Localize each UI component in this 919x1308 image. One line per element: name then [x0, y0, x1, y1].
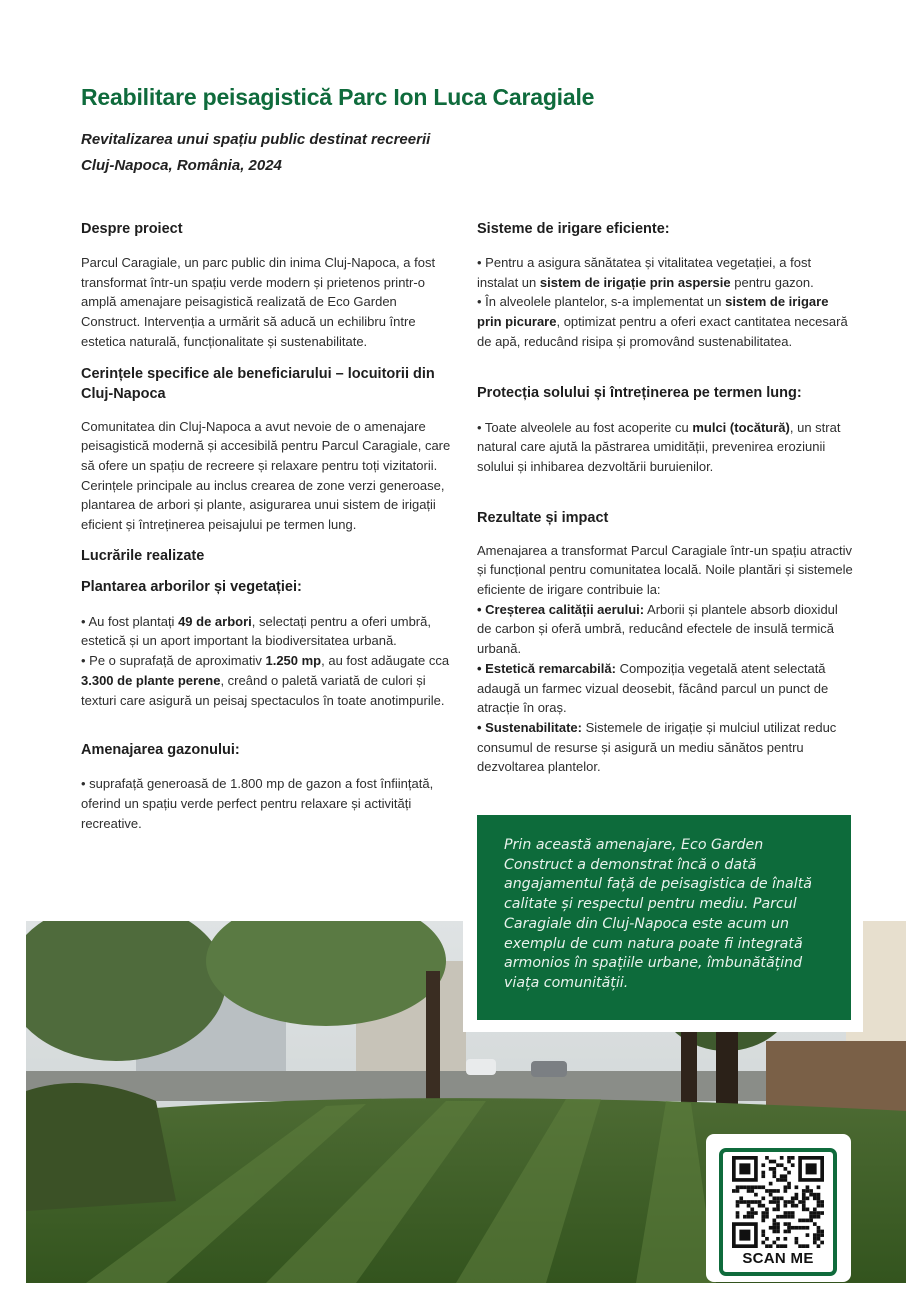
- qr-module: [820, 1200, 824, 1204]
- planting-bullet-2: • Pe o suprafață de aproximativ 1.250 mp, au fost adăugate cca 3.300 de plante perene, creând o paletă variată de culori și texturi care asigură un peisaj spectaculos în toate anotimpurile.: [81, 653, 450, 708]
- irrigation-bullet-2: • În alveolele plantelor, s-a implementat un sistem de irigare prin picurare, optimizat pentru a oferi exact cantitatea necesară de apă, reducând risipa și promovând sustenabilitatea.: [477, 294, 848, 349]
- qr-module: [817, 1230, 821, 1234]
- qr-module: [765, 1208, 769, 1212]
- qr-module: [813, 1193, 817, 1197]
- qr-module: [802, 1204, 806, 1208]
- qr-module: [809, 1193, 813, 1197]
- qr-module: [754, 1193, 758, 1197]
- qr-module: [787, 1222, 791, 1226]
- qr-module: [772, 1196, 776, 1200]
- qr-module: [747, 1211, 751, 1215]
- qr-module: [817, 1226, 821, 1230]
- about-text: Parcul Caragiale, un parc public din inima Cluj-Napoca, a fost transformat într-un spațiu verde modern și prietenos printr-o amplă amenajare peisagistică realizată de Eco Garden Construct. Intervenția a urmărit să aducă un echilibru între estetica naturală, funcționalitate și sustenabilitate.: [81, 255, 436, 349]
- qr-module: [736, 1189, 740, 1193]
- qr-module: [791, 1211, 795, 1215]
- qr-module: [761, 1185, 765, 1189]
- qr-module: [817, 1233, 821, 1237]
- qr-module: [776, 1237, 780, 1241]
- qr-module: [761, 1204, 765, 1208]
- qr-module: [736, 1200, 740, 1204]
- requirements-text: Comunitatea din Cluj-Napoca a avut nevoie de o amenajare peisagistică modernă și accesibilă pentru Parcul Caragiale, care să ofere un spațiu de recreere și relaxare pentru toți vizitatorii. Cerințele principale au inclus crearea de zone verzi generoase, plantarea de arbori și plante, asigurarea unui sistem de irigații eficient și întreținerea peisajului pe termen lung.: [81, 418, 451, 533]
- qr-module: [784, 1237, 788, 1241]
- qr-module: [736, 1211, 740, 1215]
- qr-module: [813, 1222, 817, 1226]
- qr-module: [817, 1196, 821, 1200]
- qr-module: [784, 1244, 788, 1248]
- qr-module: [758, 1185, 762, 1189]
- qr-module: [791, 1204, 795, 1208]
- qr-module: [776, 1196, 780, 1200]
- qr-module: [809, 1219, 813, 1223]
- qr-module: [784, 1222, 788, 1226]
- qr-module: [780, 1156, 784, 1160]
- qr-module: [820, 1211, 824, 1215]
- qr-module: [802, 1208, 806, 1212]
- qr-module: [820, 1233, 824, 1237]
- qr-module: [765, 1237, 769, 1241]
- qr-module: [806, 1196, 810, 1200]
- qr-module: [795, 1196, 799, 1200]
- qr-module: [761, 1171, 765, 1175]
- qr-module: [798, 1244, 802, 1248]
- qr-module: [761, 1174, 765, 1178]
- qr-module: [776, 1222, 780, 1226]
- qr-module: [750, 1208, 754, 1212]
- qr-module: [813, 1215, 817, 1219]
- qr-module: [750, 1215, 754, 1219]
- qr-module: [776, 1189, 780, 1193]
- qr-module: [809, 1189, 813, 1193]
- qr-module: [817, 1215, 821, 1219]
- qr-module: [806, 1189, 810, 1193]
- page-title: Reabilitare peisagistică Parc Ion Luca Caragiale: [81, 84, 595, 110]
- qr-module: [750, 1189, 754, 1193]
- qr-module: [776, 1215, 780, 1219]
- soil-text: • Toate alveolele au fost acoperite cu mulci (tocătură), un strat natural care ajută la păstrarea umidității, prevenirea eroziunii solului și inhibarea dezvoltării buruienilor.: [477, 419, 841, 474]
- qr-module: [732, 1189, 736, 1193]
- qr-module: [776, 1200, 780, 1204]
- qr-module: [776, 1204, 780, 1208]
- qr-module: [776, 1230, 780, 1234]
- closing-quote: Prin această amenajare, Eco Garden Construct a demonstrat încă o dată angajamentul față de peisagistica de înaltă calitate și respectul pentru mediu. Parcul Caragiale din Cluj-Napoca este acum un exemplu de cum natura poate fi integrată armonios în spațiile urbane, îmbunătățind viața comunității.: [477, 815, 851, 1020]
- qr-module: [817, 1211, 821, 1215]
- qr-module: [787, 1230, 791, 1234]
- qr-module: [795, 1204, 799, 1208]
- qr-module: [813, 1241, 817, 1245]
- qr-module: [806, 1219, 810, 1223]
- qr-module: [802, 1193, 806, 1197]
- photo-tree-trunk-1: [426, 971, 440, 1101]
- qr-module: [806, 1244, 810, 1248]
- qr-module: [795, 1237, 799, 1241]
- qr-module: [761, 1215, 765, 1219]
- qr-module: [806, 1208, 810, 1212]
- qr-finder: [806, 1163, 817, 1174]
- qr-module: [787, 1200, 791, 1204]
- qr-module: [784, 1185, 788, 1189]
- lawn-heading: Amenajarea gazonului:: [81, 742, 240, 759]
- qr-module: [776, 1208, 780, 1212]
- qr-module: [761, 1233, 765, 1237]
- results-bullet-2: • Estetică remarcabilă: Compoziția vegetală atent selectată adaugă un farmec vizual deosebit, făcând parcul un punct de atracție în oraș.: [477, 660, 829, 716]
- qr-module: [795, 1193, 799, 1197]
- qr-module: [736, 1204, 740, 1208]
- qr-module: [776, 1178, 780, 1182]
- qr-module: [798, 1219, 802, 1223]
- qr-module: [754, 1185, 758, 1189]
- qr-module: [787, 1226, 791, 1230]
- soil-heading: Protecția solului și întreținerea pe termen lung:: [477, 384, 802, 401]
- qr-module: [736, 1185, 740, 1189]
- qr-module: [802, 1219, 806, 1223]
- qr-module: [787, 1171, 791, 1175]
- qr-module: [802, 1200, 806, 1204]
- qr-module: [791, 1226, 795, 1230]
- qr-module: [761, 1219, 765, 1223]
- qr-module: [743, 1215, 747, 1219]
- qr-module: [747, 1215, 751, 1219]
- qr-module: [769, 1167, 773, 1171]
- photo-shrub: [26, 1083, 176, 1211]
- qr-module: [784, 1178, 788, 1182]
- results-intro: Amenajarea a transformat Parcul Caragiale într-un spațiu atractiv și funcțional pentru comunitatea locală. Noile plantări și sistemele eficiente de irigare contribuie la:: [477, 542, 853, 598]
- qr-module: [784, 1200, 788, 1204]
- results-heading: Rezultate și impact: [477, 509, 609, 526]
- qr-module: [787, 1185, 791, 1189]
- qr-module: [776, 1226, 780, 1230]
- qr-module: [817, 1204, 821, 1208]
- qr-module: [780, 1178, 784, 1182]
- qr-module: [772, 1222, 776, 1226]
- qr-module: [772, 1208, 776, 1212]
- qr-module: [776, 1163, 780, 1167]
- qr-module: [784, 1230, 788, 1234]
- qr-finder: [739, 1163, 750, 1174]
- qr-module: [761, 1211, 765, 1215]
- right-column: [477, 219, 855, 777]
- qr-module: [791, 1156, 795, 1160]
- qr-module: [787, 1160, 791, 1164]
- qr-module: [754, 1211, 758, 1215]
- qr-module: [784, 1167, 788, 1171]
- irrigation-heading: Sisteme de irigare eficiente:: [477, 221, 670, 237]
- qr-module: [813, 1196, 817, 1200]
- qr-module: [765, 1244, 769, 1248]
- qr-module: [817, 1244, 821, 1248]
- subtitle-line-2: Cluj-Napoca, România, 2024: [81, 157, 282, 174]
- qr-module: [772, 1226, 776, 1230]
- qr-module: [784, 1189, 788, 1193]
- qr-module: [795, 1226, 799, 1230]
- qr-module: [795, 1241, 799, 1245]
- qr-module: [765, 1211, 769, 1215]
- qr-module: [787, 1156, 791, 1160]
- qr-module: [784, 1215, 788, 1219]
- qr-module: [761, 1230, 765, 1234]
- qr-module: [761, 1196, 765, 1200]
- qr-module: [806, 1185, 810, 1189]
- qr-module: [806, 1233, 810, 1237]
- qr-module: [806, 1226, 810, 1230]
- qr-module: [772, 1200, 776, 1204]
- results-bullet-1: • Creșterea calității aerului: Arborii și plantele absorb dioxidul de carbon și oferă umbră, reducând efectele de insulă termică urbană.: [477, 601, 838, 657]
- qr-finder: [739, 1230, 750, 1241]
- qr-module: [780, 1244, 784, 1248]
- qr-module: [769, 1189, 773, 1193]
- qr-module: [820, 1241, 824, 1245]
- qr-module: [772, 1167, 776, 1171]
- qr-module: [780, 1174, 784, 1178]
- qr-module: [772, 1189, 776, 1193]
- qr-module: [802, 1244, 806, 1248]
- qr-module: [776, 1244, 780, 1248]
- planting-heading: Plantarea arborilor și vegetației:: [81, 578, 302, 595]
- qr-module: [813, 1211, 817, 1215]
- qr-module: [820, 1204, 824, 1208]
- requirements-heading: Cerințele specifice ale beneficiarului – locuitorii din Cluj-Napoca: [81, 365, 435, 402]
- results-bullet-3: • Sustenabilitate: Sistemele de irigație și mulciul utilizat reduc consumul de resurse și asigură un mediu sănătos pentru dezvoltarea plantelor.: [477, 719, 837, 775]
- about-heading: Despre proiect: [81, 221, 183, 237]
- qr-module: [817, 1193, 821, 1197]
- qr-module: [772, 1174, 776, 1178]
- qr-module: [739, 1200, 743, 1204]
- qr-module: [747, 1200, 751, 1204]
- subtitle-line-1: Revitalizarea unui spațiu public destinat recreerii: [81, 131, 431, 148]
- qr-module: [784, 1211, 788, 1215]
- photo-car-2: [531, 1061, 567, 1077]
- qr-module: [820, 1230, 824, 1234]
- qr-module: [739, 1196, 743, 1200]
- qr-module: [750, 1185, 754, 1189]
- qr-module: [780, 1163, 784, 1167]
- qr-module: [743, 1185, 747, 1189]
- qr-module: [739, 1185, 743, 1189]
- qr-module: [750, 1211, 754, 1215]
- qr-module: [772, 1160, 776, 1164]
- qr-module: [761, 1163, 765, 1167]
- qr-module: [747, 1204, 751, 1208]
- qr-module: [784, 1174, 788, 1178]
- qr-module: [772, 1241, 776, 1245]
- qr-module: [772, 1219, 776, 1223]
- qr-module: [809, 1215, 813, 1219]
- qr-module: [769, 1193, 773, 1197]
- qr-module: [791, 1215, 795, 1219]
- qr-module: [791, 1200, 795, 1204]
- works-heading: Lucrările realizate: [81, 547, 205, 564]
- qr-module: [765, 1215, 769, 1219]
- qr-module: [758, 1200, 762, 1204]
- qr-module: [758, 1204, 762, 1208]
- qr-module: [813, 1233, 817, 1237]
- qr-module: [743, 1200, 747, 1204]
- qr-module: [747, 1189, 751, 1193]
- qr-module: [780, 1196, 784, 1200]
- qr-module: [769, 1200, 773, 1204]
- qr-module: [765, 1189, 769, 1193]
- qr-module: [817, 1185, 821, 1189]
- qr-module: [802, 1226, 806, 1230]
- qr-module: [747, 1185, 751, 1189]
- qr-module: [761, 1241, 765, 1245]
- qr-module: [736, 1215, 740, 1219]
- qr-module: [813, 1208, 817, 1212]
- qr-module: [784, 1204, 788, 1208]
- scan-me-label: SCAN ME: [742, 1250, 814, 1267]
- qr-module: [754, 1200, 758, 1204]
- qr-module: [750, 1200, 754, 1204]
- qr-module: [769, 1244, 773, 1248]
- photo-car-1: [466, 1059, 496, 1075]
- qr-module: [813, 1237, 817, 1241]
- qr-module: [787, 1215, 791, 1219]
- planting-bullet-1: • Au fost plantați 49 de arbori, selectați pentru a oferi umbră, estetică și un aport important la biodiversitatea urbană.: [81, 613, 431, 649]
- qr-module: [798, 1200, 802, 1204]
- qr-module: [817, 1200, 821, 1204]
- qr-module: [802, 1189, 806, 1193]
- irrigation-bullet-1: • Pentru a asigura sănătatea și vitalitatea vegetației, a fost instalat un sistem de irigație prin aspersie pentru gazon.: [477, 255, 814, 290]
- qr-module: [772, 1230, 776, 1234]
- qr-module: [765, 1156, 769, 1160]
- qr-module: [802, 1196, 806, 1200]
- qr-module: [795, 1185, 799, 1189]
- qr-module: [769, 1226, 773, 1230]
- qr-module: [787, 1182, 791, 1186]
- qr-code[interactable]: [729, 1156, 827, 1248]
- qr-module: [780, 1215, 784, 1219]
- qr-module: [769, 1160, 773, 1164]
- qr-module: [787, 1211, 791, 1215]
- qr-module: [809, 1211, 813, 1215]
- qr-module: [791, 1163, 795, 1167]
- qr-module: [772, 1171, 776, 1175]
- qr-module: [817, 1237, 821, 1241]
- qr-module: [798, 1226, 802, 1230]
- lawn-text: • suprafață generoasă de 1.800 mp de gazon a fost înființată, oferind un spațiu verde perfect pentru relaxare și activități recreative.: [81, 776, 434, 831]
- qr-module: [769, 1182, 773, 1186]
- qr-module: [791, 1196, 795, 1200]
- left-column: [81, 219, 453, 833]
- page-subtitle: [81, 127, 430, 179]
